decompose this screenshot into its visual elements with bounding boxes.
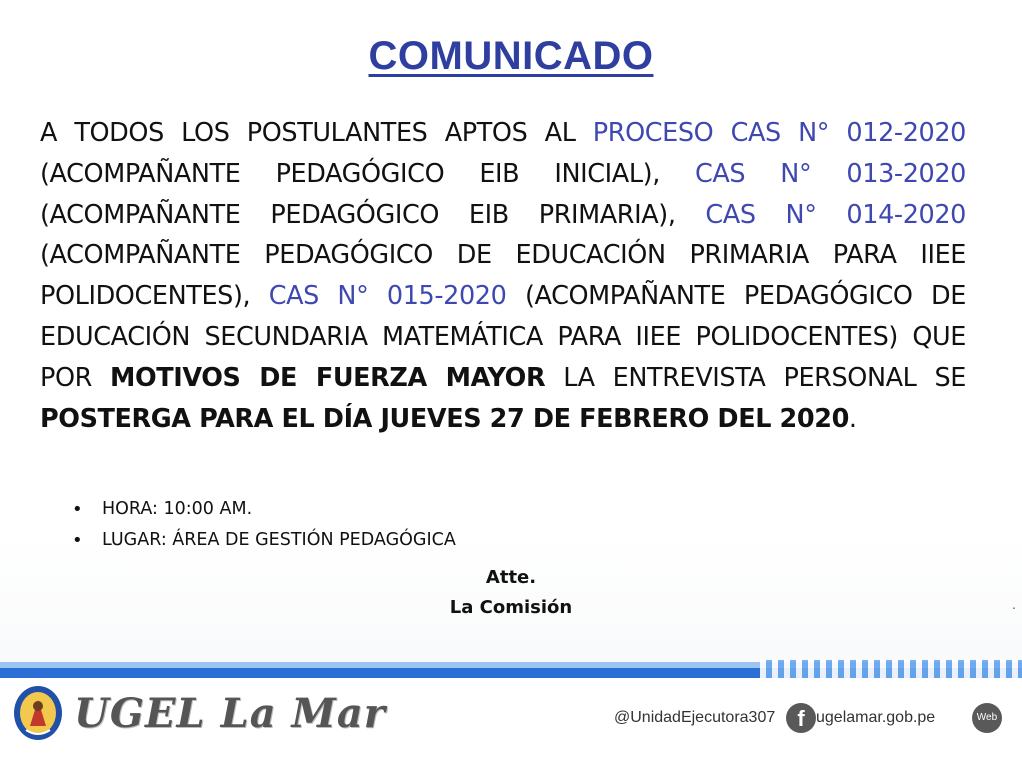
process-cas-012: PROCESO CAS N° 012-2020 [592,118,966,148]
brand-name: UGEL La Mar [74,690,386,737]
facebook-icon[interactable]: f [786,703,816,733]
signature-commission: La Comisión [449,597,573,618]
process-cas-013: CAS N° 013-2020 [694,158,966,189]
text-segment: A TODOS LOS POSTULANTES APTOS AL [40,118,593,148]
website-link[interactable]: ugelamar.gob.pe [816,709,936,726]
text-segment: (ACOMPAÑANTE PEDAGÓGICO DE EDUCACIÓN PRIMARIA PARA IIEE POLIDOCENTES), [40,240,966,312]
details-list [72,494,456,556]
text-segment: LA ENTREVISTA PERSONAL SE [545,362,966,393]
text-segment: . [848,403,857,434]
footer-band-pattern [760,660,1022,680]
text-segment: (ACOMPAÑANTE PEDAGÓGICO DE EDUCACIÓN SECUNDARIA MATEMÁTICA PARA IIEE POLIDOCENTES) QUE POR [40,281,966,393]
facebook-handle[interactable]: @UnidadEjecutora307 [614,709,776,726]
text-segment: (ACOMPAÑANTE PEDAGÓGICO EIB INICIAL), [40,158,695,189]
stray-dot: . [1012,596,1016,612]
announcement-text [40,113,966,439]
list-item-place: • LUGAR: ÁREA DE GESTIÓN PEDAGÓGICA [72,525,456,556]
postponement-date: POSTERGA PARA EL DÍA JUEVES 27 DE FEBRERO DEL 2020 [40,403,849,434]
ugel-seal-logo [12,684,64,742]
process-cas-015: CAS N° 015-2020 [268,281,507,312]
force-majeure-text: MOTIVOS DE FUERZA MAYOR [110,362,546,393]
process-cas-014: CAS N° 014-2020 [705,199,966,230]
list-item-time: • HORA: 10:00 AM. [72,494,456,525]
text-segment: (ACOMPAÑANTE PEDAGÓGICO EIB PRIMARIA), [40,199,706,230]
signature-atte: Atte. [485,567,537,588]
web-icon[interactable]: Web [972,703,1002,733]
page-title: COMUNICADO [368,34,654,78]
